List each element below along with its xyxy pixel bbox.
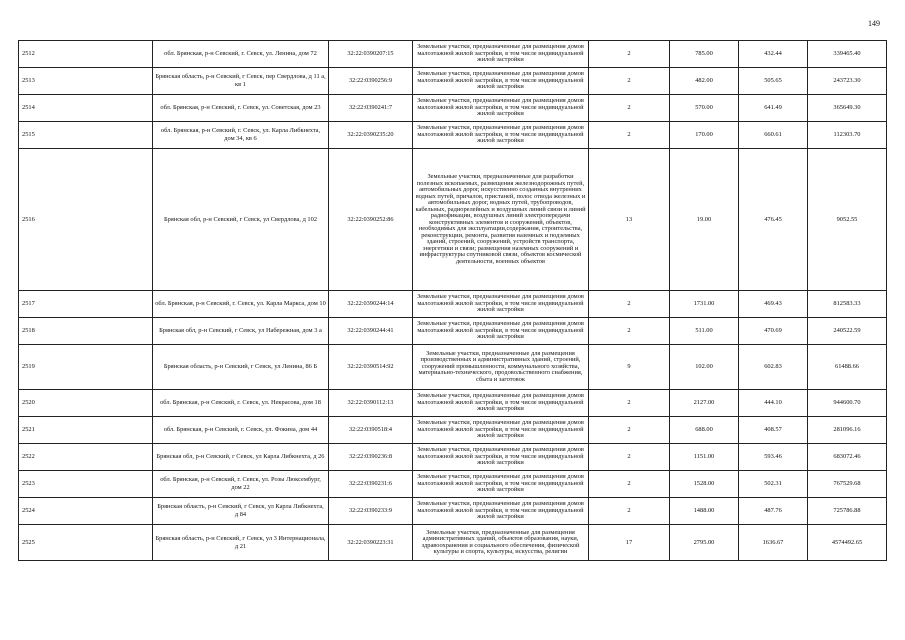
specific-value-cell: 444.10 (739, 390, 808, 417)
group-cell: 2 (589, 390, 670, 417)
table-row (19, 68, 887, 95)
specific-value-cell: 602.83 (739, 345, 808, 390)
specific-value-cell: 487.76 (739, 498, 808, 525)
area-cell: 482.00 (670, 68, 739, 95)
address-cell: обл. Брянская, р-н Севский, г. Севск, ул. Карла Либкнехта, дом 34, кв 6 (153, 122, 329, 149)
land-use-cell: Земельные участки, предназначенные для размещения домов малоэтажной жилой застройки, в том числе индивидуальной жилой застройки (413, 471, 589, 498)
area-cell: 1528.00 (670, 471, 739, 498)
row-number-cell: 2523 (19, 471, 153, 498)
cadastral-value-cell: 112303.70 (808, 122, 887, 149)
address-cell: Брянская область, р-н Севский, г Севск, ул 3 Интернационала, д 21 (153, 525, 329, 561)
area-cell: 1151.00 (670, 444, 739, 471)
area-cell: 1731.00 (670, 291, 739, 318)
land-use-cell: Земельные участки, предназначенные для размещения домов малоэтажной жилой застройки, в том числе индивидуальной жилой застройки (413, 417, 589, 444)
row-number-cell: 2514 (19, 95, 153, 122)
cadastral-number-cell: 32:22:0390241:7 (329, 95, 413, 122)
page-number: 149 (868, 19, 880, 28)
cadastral-number-cell: 32:22:0390514:92 (329, 345, 413, 390)
land-use-cell: Земельные участки, предназначенные для размещения домов малоэтажной жилой застройки, в том числе индивидуальной жилой застройки (413, 41, 589, 68)
area-cell: 2795.00 (670, 525, 739, 561)
cadastral-value-cell: 281096.16 (808, 417, 887, 444)
table-row (19, 95, 887, 122)
area-cell: 1488.00 (670, 498, 739, 525)
land-use-cell: Земельные участки, предназначенные для разработки полезных ископаемых, размещения железнодорожных путей, автомобильных дорог, искусственно созданных внутренних водных путей, причалов, пристаней, полос отвода железных и автомобильных дорог, водных путей, трубопроводов, кабельных, радиорелейных и воздушных линий связи и линий радиофикации, воздушных линий электропередачи конструктивных элементов и сооружений, объектов, необходимых для эксплуатации,содержания, строительства, реконструкции, ремонта, развития наземных и подземных зданий, строений, сооружений, устройств транспорта, энергетики и связи; размещения наземных сооружений и инфраструктуры спутниковой связи, объектов космической деятельности, военных объектов (413, 149, 589, 291)
cadastral-value-cell: 365649.30 (808, 95, 887, 122)
cadastral-number-cell: 32:22:0390256:9 (329, 68, 413, 95)
land-use-cell: Земельные участки, предназначенные для размещения домов малоэтажной жилой застройки, в том числе индивидуальной жилой застройки (413, 68, 589, 95)
land-use-cell: Земельные участки, предназначенные для размещения домов малоэтажной жилой застройки, в том числе индивидуальной жилой застройки (413, 95, 589, 122)
area-cell: 2127.00 (670, 390, 739, 417)
area-cell: 170.00 (670, 122, 739, 149)
group-cell: 2 (589, 318, 670, 345)
area-cell: 102.00 (670, 345, 739, 390)
cadastral-number-cell: 32:22:0390112:13 (329, 390, 413, 417)
specific-value-cell: 593.46 (739, 444, 808, 471)
group-cell: 2 (589, 498, 670, 525)
address-cell: Брянская обл, р-н Севский, г Севск, ул Карла Либкнехта, д 26 (153, 444, 329, 471)
area-cell: 570.00 (670, 95, 739, 122)
cadastral-value-cell: 812583.33 (808, 291, 887, 318)
specific-value-cell: 408.57 (739, 417, 808, 444)
land-use-cell: Земельные участки, предназначенные для размещения домов малоэтажной жилой застройки, в том числе индивидуальной жилой застройки (413, 498, 589, 525)
cadastral-value-cell: 725786.88 (808, 498, 887, 525)
specific-value-cell: 1636.67 (739, 525, 808, 561)
cadastral-value-cell: 61488.66 (808, 345, 887, 390)
group-cell: 2 (589, 95, 670, 122)
cadastral-number-cell: 32:22:0390244:14 (329, 291, 413, 318)
address-cell: Брянская обл, р-н Севский, г Севск, ул Свердлова, д 102 (153, 149, 329, 291)
table-row (19, 345, 887, 390)
group-cell: 2 (589, 471, 670, 498)
group-cell: 2 (589, 122, 670, 149)
cadastral-value-cell: 767529.68 (808, 471, 887, 498)
group-cell: 13 (589, 149, 670, 291)
specific-value-cell: 432.44 (739, 41, 808, 68)
address-cell: Брянская область, р-н Севский, г Севск, ул Ленина, 86 Б (153, 345, 329, 390)
row-number-cell: 2525 (19, 525, 153, 561)
table-row (19, 444, 887, 471)
specific-value-cell: 476.45 (739, 149, 808, 291)
table-row (19, 318, 887, 345)
group-cell: 2 (589, 41, 670, 68)
table-row (19, 471, 887, 498)
specific-value-cell: 505.65 (739, 68, 808, 95)
group-cell: 9 (589, 345, 670, 390)
area-cell: 688.00 (670, 417, 739, 444)
table-row (19, 417, 887, 444)
group-cell: 17 (589, 525, 670, 561)
specific-value-cell: 641.49 (739, 95, 808, 122)
table-body (19, 41, 887, 561)
table-row (19, 291, 887, 318)
address-cell: обл. Брянская, р-н Севский, г. Севск, ул. Фокина, дом 44 (153, 417, 329, 444)
row-number-cell: 2524 (19, 498, 153, 525)
area-cell: 511.00 (670, 318, 739, 345)
group-cell: 2 (589, 444, 670, 471)
address-cell: Брянская область, р-н Севский, г Севск, ул Карла Либкнехта, д 84 (153, 498, 329, 525)
address-cell: обл. Брянская, р-н Севский, г. Севск, ул. Карла Маркса, дом 10 (153, 291, 329, 318)
address-cell: обл. Брянская, р-н Севский, г. Севск, ул. Советская, дом 23 (153, 95, 329, 122)
cadastral-number-cell: 32:22:0390231:6 (329, 471, 413, 498)
cadastral-value-cell: 243723.30 (808, 68, 887, 95)
address-cell: обл. Брянская, р-н Севский, г. Севск, ул. Некрасова, дом 18 (153, 390, 329, 417)
address-cell: обл. Брянская, р-н Севский, г. Севск, ул. Розы Люксембург, дом 22 (153, 471, 329, 498)
table-row (19, 390, 887, 417)
land-use-cell: Земельные участки, предназначенные для размещения производственных и административных зданий, строений, сооружений промышленности, коммунального хозяйства, материально-технического, продовольственного снабжения, сбыта и заготовок (413, 345, 589, 390)
cadastral-value-cell: 240522.59 (808, 318, 887, 345)
cadastral-value-cell: 339465.40 (808, 41, 887, 68)
cadastral-number-cell: 32:22:0390223:31 (329, 525, 413, 561)
land-use-cell: Земельные участки, предназначенные для размещения домов малоэтажной жилой застройки, в том числе индивидуальной жилой застройки (413, 390, 589, 417)
group-cell: 2 (589, 291, 670, 318)
address-cell: Брянская область, р-н Севский, г Севск, пер Свердлова, д 11 а, кв 1 (153, 68, 329, 95)
cadastral-number-cell: 32:22:0390233:9 (329, 498, 413, 525)
land-use-cell: Земельные участки, предназначенные для размещения домов малоэтажной жилой застройки, в том числе индивидуальной жилой застройки (413, 291, 589, 318)
cadastral-number-cell: 32:22:0390244:41 (329, 318, 413, 345)
row-number-cell: 2521 (19, 417, 153, 444)
group-cell: 2 (589, 417, 670, 444)
land-use-cell: Земельные участки, предназначенные для размещения административных зданий, объектов образования, науки, здравоохранения и социального обеспечения, физической культуры и спорта, культуры, искусства, религии (413, 525, 589, 561)
row-number-cell: 2522 (19, 444, 153, 471)
group-cell: 2 (589, 68, 670, 95)
cadastral-value-cell: 683072.46 (808, 444, 887, 471)
cadastral-value-cell: 944600.70 (808, 390, 887, 417)
cadastral-number-cell: 32:22:0390252:86 (329, 149, 413, 291)
table-row (19, 149, 887, 291)
address-cell: Брянская обл, р-н Севский, г Севск, ул Набережная, дом 3 а (153, 318, 329, 345)
cadastral-value-cell: 4574492.65 (808, 525, 887, 561)
cadastral-number-cell: 32:22:0390236:8 (329, 444, 413, 471)
row-number-cell: 2516 (19, 149, 153, 291)
specific-value-cell: 502.31 (739, 471, 808, 498)
row-number-cell: 2515 (19, 122, 153, 149)
land-use-cell: Земельные участки, предназначенные для размещения домов малоэтажной жилой застройки, в том числе индивидуальной жилой застройки (413, 122, 589, 149)
row-number-cell: 2517 (19, 291, 153, 318)
row-number-cell: 2520 (19, 390, 153, 417)
row-number-cell: 2519 (19, 345, 153, 390)
row-number-cell: 2518 (19, 318, 153, 345)
row-number-cell: 2512 (19, 41, 153, 68)
table-row (19, 498, 887, 525)
table-row (19, 41, 887, 68)
land-use-cell: Земельные участки, предназначенные для размещения домов малоэтажной жилой застройки, в том числе индивидуальной жилой застройки (413, 318, 589, 345)
cadastral-number-cell: 32:22:0390235:20 (329, 122, 413, 149)
cadastral-number-cell: 32:22:0390518:4 (329, 417, 413, 444)
cadastral-number-cell: 32:22:0390207:15 (329, 41, 413, 68)
cadastral-value-cell: 9052.55 (808, 149, 887, 291)
specific-value-cell: 470.69 (739, 318, 808, 345)
cadastral-value-table (18, 40, 887, 561)
address-cell: обл. Брянская, р-н Севский, г. Севск, ул. Ленина, дом 72 (153, 41, 329, 68)
row-number-cell: 2513 (19, 68, 153, 95)
specific-value-cell: 469.43 (739, 291, 808, 318)
table-row (19, 525, 887, 561)
area-cell: 19.00 (670, 149, 739, 291)
land-use-cell: Земельные участки, предназначенные для размещения домов малоэтажной жилой застройки, в том числе индивидуальной жилой застройки (413, 444, 589, 471)
table-row (19, 122, 887, 149)
area-cell: 785.00 (670, 41, 739, 68)
specific-value-cell: 660.61 (739, 122, 808, 149)
